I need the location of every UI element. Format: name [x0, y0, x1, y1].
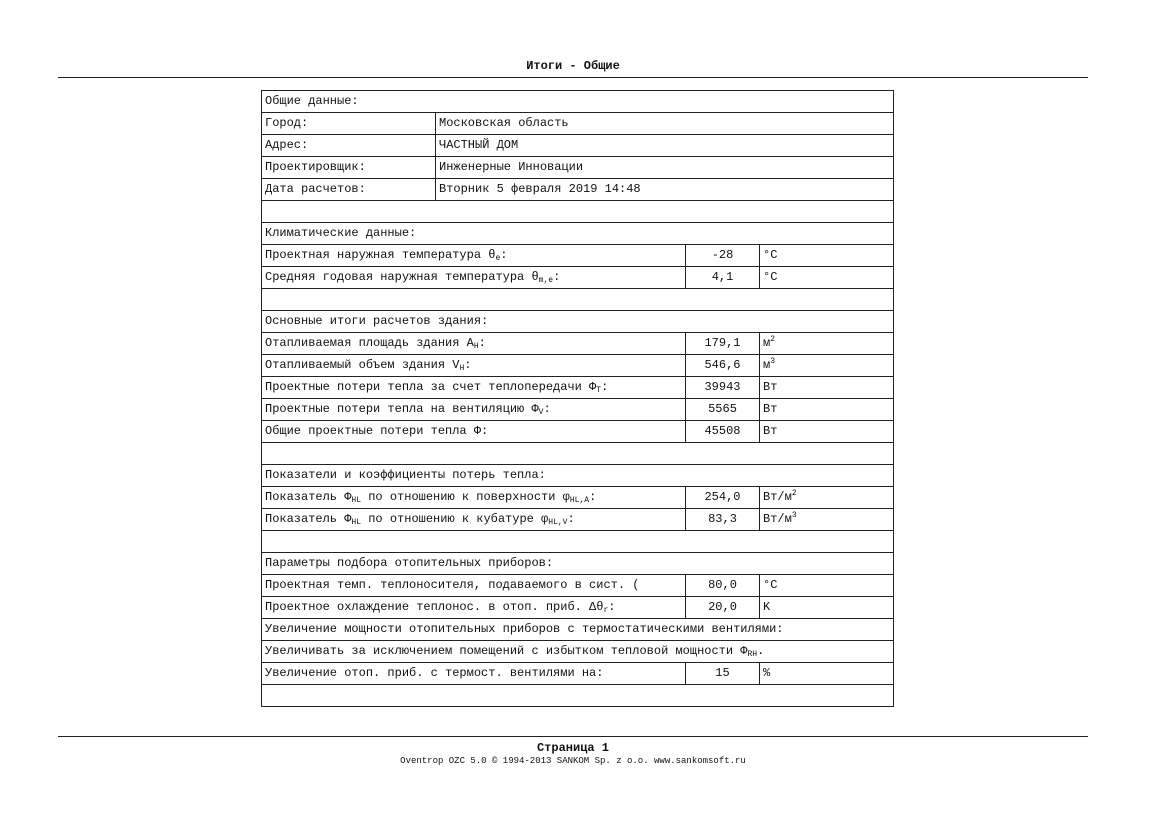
cooling-label: Проектное охлаждение теплонос. в отоп. приб. $\Delta\theta_r$: [262, 597, 686, 618]
table-row [262, 311, 893, 333]
designer-label: Проектировщик: [262, 157, 436, 178]
table-row [262, 663, 893, 685]
section-heading-climate: Климатические данные: [265, 226, 417, 240]
empty-row [262, 685, 893, 706]
ventilation-loss-label: Проектные потери тепла на вентиляцию $\Phi_V$: [262, 399, 686, 420]
page-title: Итоги - Общие [526, 59, 620, 73]
design-outdoor-temp-unit: °C [763, 248, 778, 262]
heated-area-unit: $м^2$ [763, 335, 776, 350]
empty-row [262, 289, 893, 311]
heated-volume-value: 546,6 [686, 355, 760, 376]
calc-date-label: Дата расчетов: [262, 179, 436, 200]
total-loss-label: Общие проектные потери тепла Φ: [262, 421, 686, 442]
design-outdoor-temp-label: Проектная наружная температура $\theta_e$: [262, 245, 686, 266]
empty-row [262, 443, 893, 465]
table-row [262, 91, 893, 113]
loss-per-area-label: Показатель $\Phi_{HL}$ по отношению к поверхности $\varphi_{HL,A}$: [262, 487, 686, 508]
empty-row [262, 531, 893, 553]
summary-table [261, 90, 894, 707]
section-heading-indices: Показатели и коэффициенты потерь тепла: [265, 468, 546, 482]
loss-per-area-unit: $Вт/м^2$ [763, 489, 797, 504]
loss-per-volume-value: 83,3 [686, 509, 760, 530]
table-row [262, 421, 893, 443]
loss-per-area-value: 254,0 [686, 487, 760, 508]
supply-temp-value: 80,0 [686, 575, 760, 596]
cooling-unit: K [763, 600, 771, 614]
heated-area-label: Отапливаемая площадь здания $A_H$: [262, 333, 686, 354]
total-loss-value: 45508 [686, 421, 760, 442]
annual-outdoor-temp-value: 4,1 [686, 267, 760, 288]
supply-temp-unit: °C [763, 578, 778, 592]
address-value: ЧАСТНЫЙ ДОМ [439, 138, 519, 152]
table-row [262, 377, 893, 399]
table-row [262, 465, 893, 487]
calc-date-value: Вторник 5 февраля 2019 14:48 [439, 182, 641, 196]
loss-per-volume-label: Показатель $\Phi_{HL}$ по отношению к кубатуре $\varphi_{HL,V}$: [262, 509, 686, 530]
table-row [262, 641, 893, 663]
transmission-loss-value: 39943 [686, 377, 760, 398]
table-row [262, 223, 893, 245]
footer-divider [58, 736, 1088, 737]
increase-heading: Увеличение мощности отопительных приборов с термостатическими вентилями: [265, 622, 784, 636]
city-value: Московская область [439, 116, 569, 130]
ventilation-loss-value: 5565 [686, 399, 760, 420]
section-heading-radiators: Параметры подбора отопительных приборов: [265, 556, 554, 570]
increase-percent-label: Увеличение отоп. приб. с термост. вентилями на: [262, 663, 686, 684]
ventilation-loss-unit: Вт [763, 402, 778, 416]
table-row [262, 553, 893, 575]
transmission-loss-label: Проектные потери тепла за счет теплопередачи $\Phi_T$: [262, 377, 686, 398]
table-row [262, 267, 893, 289]
transmission-loss-unit: Вт [763, 380, 778, 394]
address-label: Адрес: [262, 135, 436, 156]
designer-value: Инженерные Инновации [439, 160, 584, 174]
table-row [262, 135, 893, 157]
table-row [262, 487, 893, 509]
table-row [262, 157, 893, 179]
page-number: Страница 1 [536, 741, 609, 755]
city-label: Город: [262, 113, 436, 134]
annual-outdoor-temp-unit: °C [763, 270, 778, 284]
design-outdoor-temp-value: -28 [686, 245, 760, 266]
table-row [262, 355, 893, 377]
increase-percent-value: 15 [686, 663, 760, 684]
copyright-line: Oventrop OZC 5.0 © 1994-2013 SANKOM Sp. z o.o. www.sankomsoft.ru [400, 756, 746, 766]
table-row [262, 399, 893, 421]
heated-area-value: 179,1 [686, 333, 760, 354]
heated-volume-unit: $м^3$ [763, 357, 776, 372]
cooling-value: 20,0 [686, 597, 760, 618]
section-heading-building: Основные итоги расчетов здания: [265, 314, 489, 328]
section-heading-general: Общие данные: [265, 94, 359, 108]
table-row [262, 509, 893, 531]
annual-outdoor-temp-label: Средняя годовая наружная температура $\theta_{m,e}$: [262, 267, 686, 288]
table-row [262, 575, 893, 597]
table-row [262, 113, 893, 135]
table-row [262, 179, 893, 201]
supply-temp-label: Проектная темп. теплоносителя, подаваемого в сист. ( [262, 575, 686, 596]
increase-percent-unit: % [763, 666, 771, 680]
table-row [262, 245, 893, 267]
table-row [262, 597, 893, 619]
table-row [262, 619, 893, 641]
heated-volume-label: Отапливаемый объем здания $V_H$: [262, 355, 686, 376]
header-divider [58, 77, 1088, 78]
loss-per-volume-unit: $Вт/м^3$ [763, 511, 797, 526]
increase-note: Увеличивать за исключением помещений с избытком тепловой мощности $\Phi_{RH}$. [265, 644, 765, 659]
empty-row [262, 201, 893, 223]
table-row [262, 333, 893, 355]
total-loss-unit: Вт [763, 424, 778, 438]
